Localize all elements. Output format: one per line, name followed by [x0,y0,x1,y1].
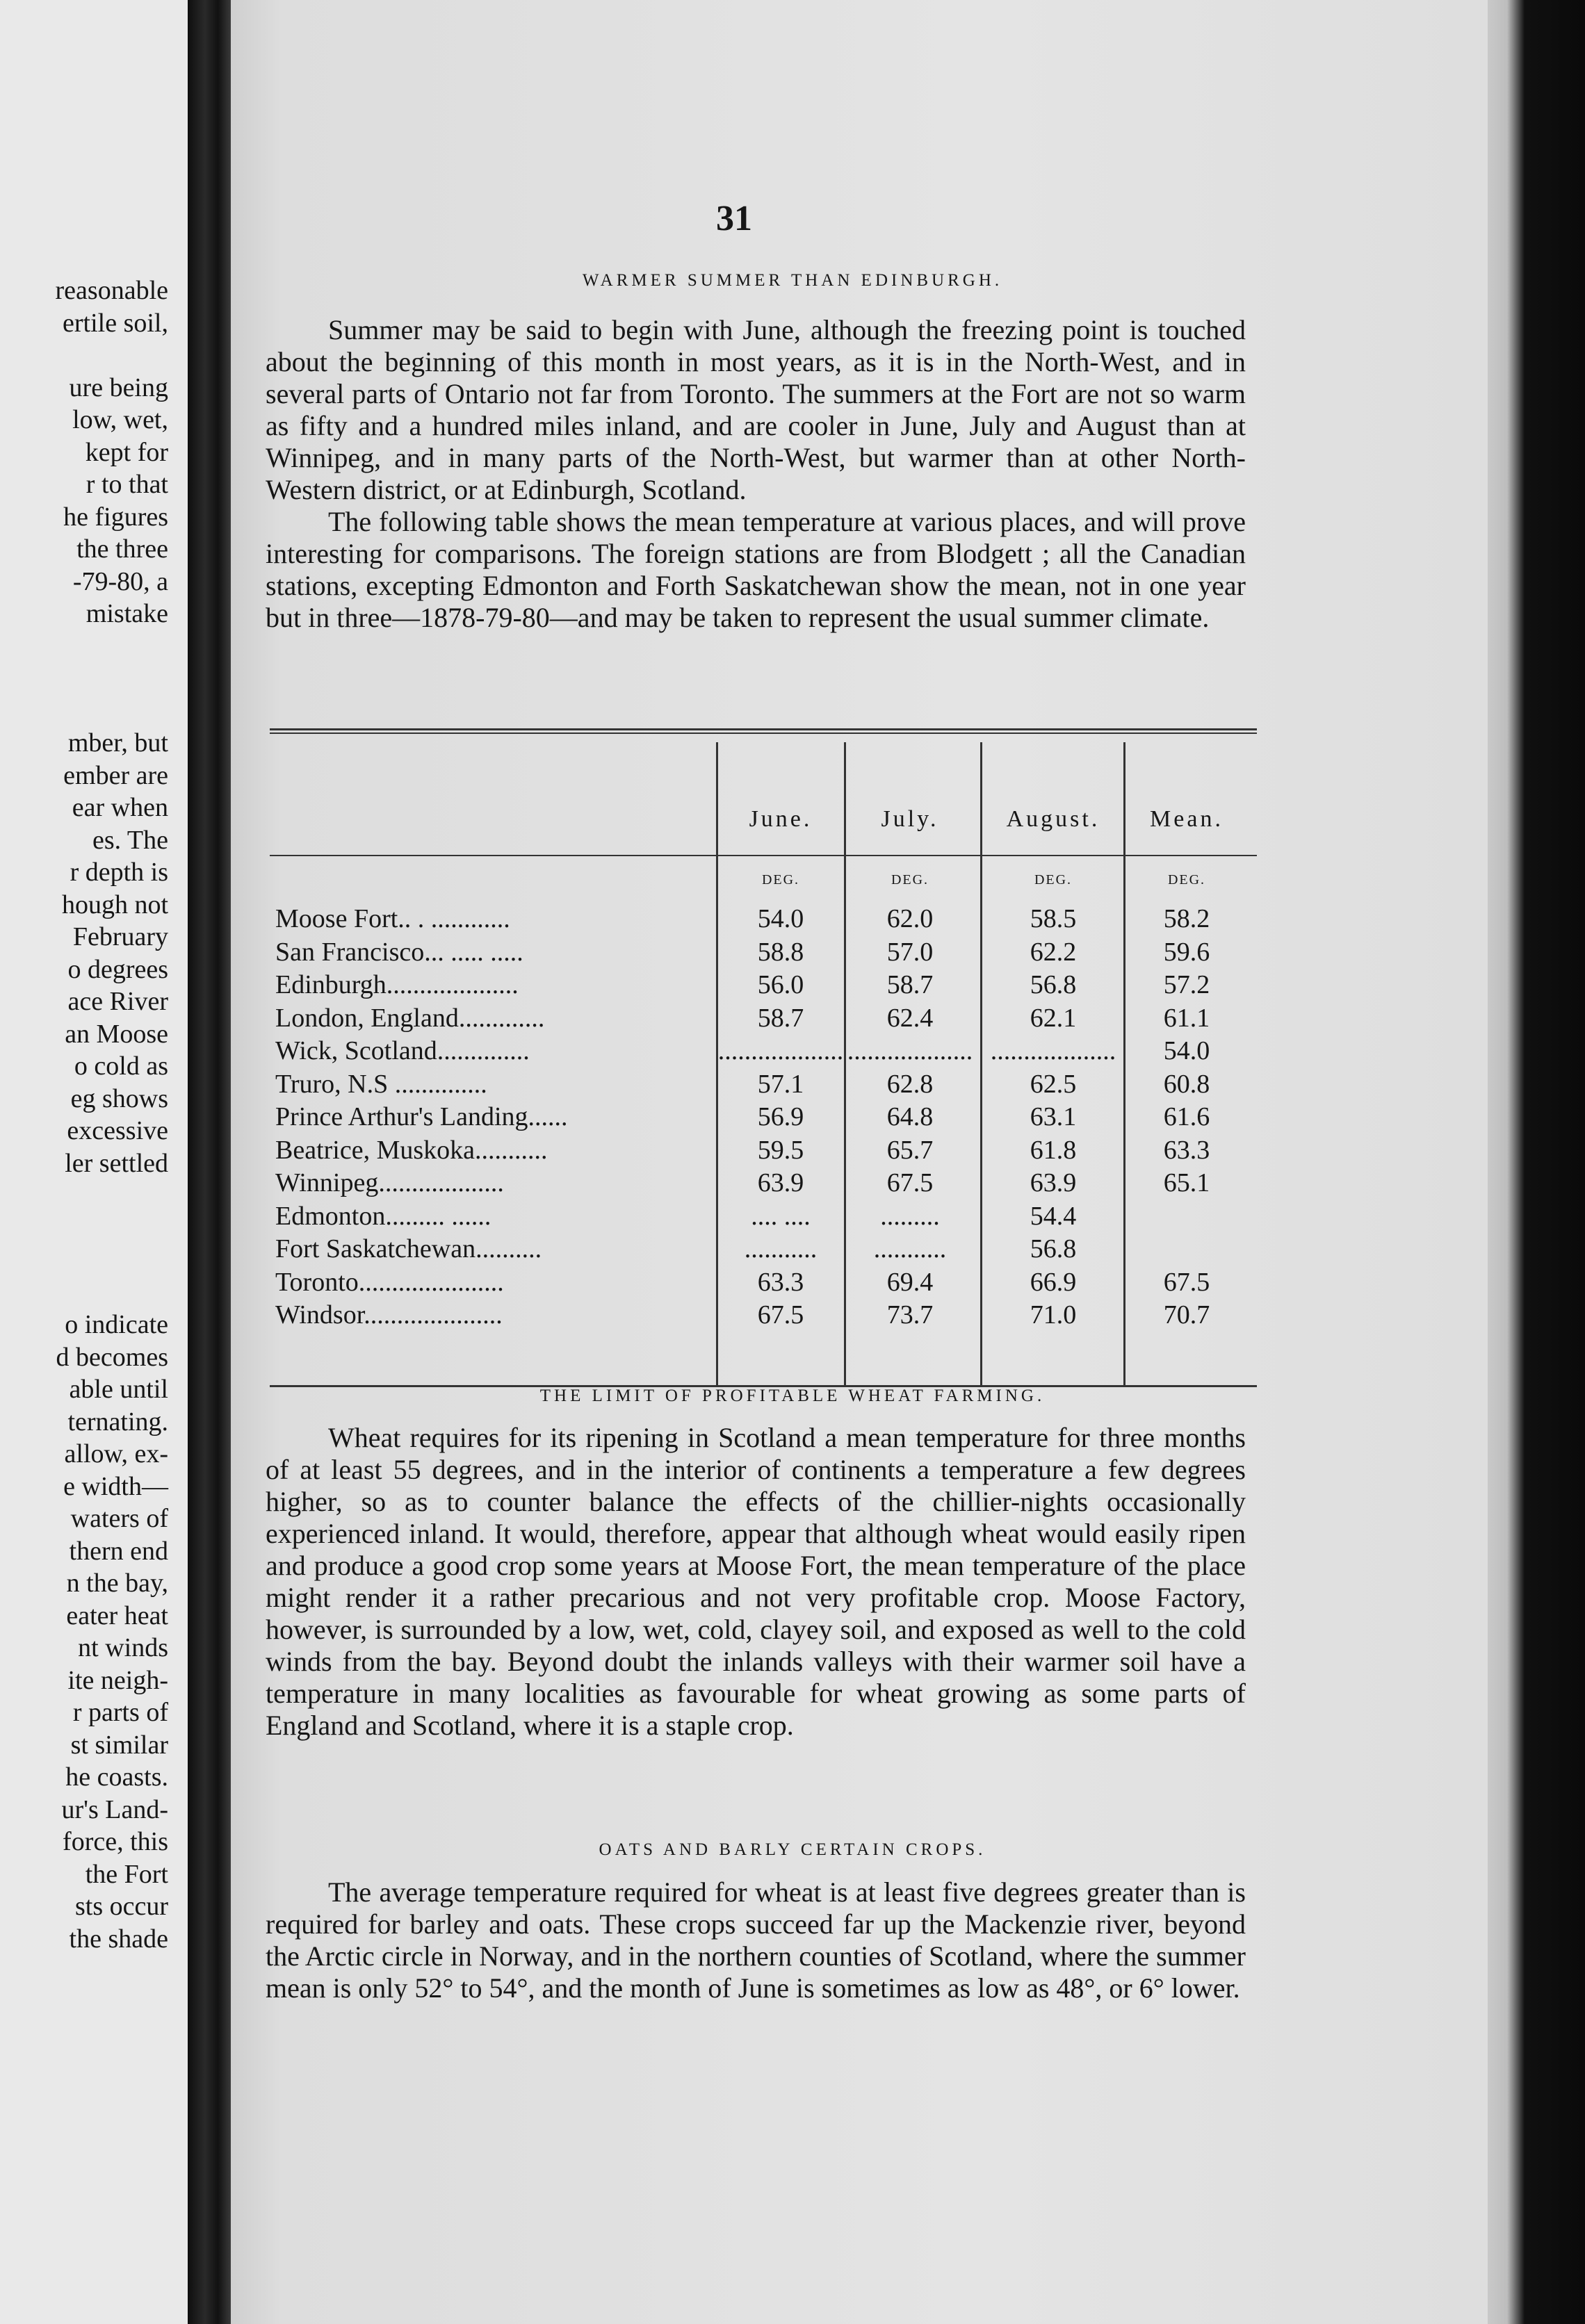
temp-july: 65.7 [886,1135,934,1165]
place-name: Truro, N.S .............. [275,1069,487,1099]
temp-august: 71.0 [1030,1300,1077,1329]
unit-label: DEG. [761,872,800,887]
paragraph-oats [266,1876,1246,2004]
section-heading-warmer-summer: WARMER SUMMER THAN EDINBURGH. [582,271,1003,290]
fragment-line: e width— [63,1471,168,1501]
temp-mean: 63.3 [1163,1135,1210,1165]
table-row [270,1201,1257,1233]
fragment-line: thern end [69,1536,168,1566]
paragraph-text: Wheat requires for its ripening in Scotland a mean temperature for three months of at least 55 degrees, and in the interior of continents a temperature a few degrees higher, so as to counter balance the effects of the chillier-nights occasionally experienced inland. It would, therefore, appear that although wheat would easily ripen and produce a good crop some years at Moose Fort, the mean temperature of the place might render it a rather precarious and not very profitable crop. Moose Factory, however, is surrounded by a low, wet, cold, clayey soil, and exposed as well to the cold winds from the bay. Beyond doubt the inlands valleys with their warmer soil have a temperature in many localities as favourable for wheat growing as some parts of England and Scotland, where it is a staple crop. [266,1422,1246,1741]
column-header-july: July. [881,806,939,832]
column-header-august: August. [1006,806,1100,832]
fragment-line: ternating. [67,1407,168,1437]
column-header-june: June. [749,806,813,832]
temp-mean: 54.0 [1163,1036,1210,1065]
temp-june: 63.3 [757,1267,804,1297]
table-row [270,1036,1257,1067]
table-row [270,1267,1257,1299]
fragment-line: the three [76,534,168,564]
temp-august: 54.4 [1030,1201,1077,1231]
temp-mean: 70.7 [1163,1300,1210,1329]
paragraph-text: The following table shows the mean temperature at various places, and will prove interesting for comparisons. The foreign stations are from Blodgett ; all the Canadian stations, excepting Edmonton and Forth Saskatchewan show the mean, not in one year but in three—1878-79-80—and may be taken to represent the usual summer climate. [266,506,1246,633]
temp-july: ......... [880,1201,940,1231]
place-name: San Francisco... ..... ..... [275,937,523,967]
fragment-line: ler settled [65,1148,168,1178]
fragment-line: he figures [63,502,168,532]
temp-july: 73.7 [886,1300,934,1329]
temp-mean: 60.8 [1163,1069,1210,1099]
paragraph-summer-intro [266,314,1246,634]
facing-page-text [0,275,168,1955]
fragment-line: ace River [67,987,168,1016]
temp-june: 58.7 [757,1003,804,1033]
unit-label: DEG. [1034,872,1073,887]
temp-june: 56.9 [757,1102,804,1131]
temp-june: .... .... [751,1201,811,1231]
place-name: Winnipeg................... [275,1168,504,1197]
temp-june: 63.9 [757,1168,804,1197]
fragment-line: eg shows [70,1083,168,1113]
place-name: Beatrice, Muskoka........... [275,1135,548,1165]
table-rule [270,855,1257,856]
fragment-line: o indicate [65,1310,168,1339]
temp-mean: 61.6 [1163,1102,1210,1131]
temp-june: 54.0 [757,904,804,933]
fragment-line: es. The [92,825,168,855]
table-row [270,1069,1257,1101]
fragment-line: ite neigh- [67,1665,168,1695]
fragment-line [0,1277,168,1309]
temp-july: 62.8 [886,1069,934,1099]
fragment-line: eater heat [66,1601,168,1630]
fragment-line: ur's Land- [61,1794,168,1824]
fragment-line [0,630,168,663]
temp-mean: 67.5 [1163,1267,1210,1297]
table-row [270,937,1257,969]
place-name: Fort Saskatchewan.......... [275,1234,542,1263]
temp-august: ................... [990,1036,1116,1065]
temp-july: 64.8 [886,1102,934,1131]
table-row [270,903,1257,935]
fragment-line: waters of [70,1504,168,1533]
table-row [270,1102,1257,1134]
fragment-line: -79-80, a [72,566,168,596]
fragment-line: nt winds [78,1633,168,1662]
fragment-line: kept for [85,437,168,467]
paragraph-wheat [266,1422,1246,1742]
fragment-line: February [72,922,168,951]
place-name: Edinburgh.................... [275,970,519,999]
temp-july: 67.5 [886,1168,934,1197]
temp-july: 69.4 [886,1267,934,1297]
fragment-line: mber, but [67,728,168,758]
fragment-line: st similar [70,1730,168,1760]
temp-june: 67.5 [757,1300,804,1329]
section-heading-oats-barley: OATS AND BARLY CERTAIN CROPS. [599,1840,986,1859]
place-name: Windsor..................... [275,1300,503,1329]
temp-august: 56.8 [1030,970,1077,999]
page-number: 31 [716,199,752,238]
book-gutter [188,0,231,2324]
fragment-line [0,1212,168,1245]
fragment-line: r depth is [70,858,168,887]
temp-august: 62.1 [1030,1003,1077,1033]
temp-august: 56.8 [1030,1234,1077,1263]
temp-mean: 59.6 [1163,937,1210,967]
temp-june: 57.1 [757,1069,804,1099]
fragment-line: ertile soil, [63,308,168,338]
fragment-line: ear when [72,793,168,822]
temp-august: 63.1 [1030,1102,1077,1131]
temp-mean: 57.2 [1163,970,1210,999]
fragment-line: allow, ex- [64,1439,168,1468]
facing-page-fragment [0,0,188,2324]
fragment-line: excessive [67,1116,168,1145]
temp-july: 62.4 [886,1003,934,1033]
fragment-line [0,339,168,372]
fragment-line: o cold as [74,1051,168,1081]
temp-june: ................... [717,1036,844,1065]
unit-label: DEG. [1167,872,1206,887]
table-row [270,969,1257,1001]
fragment-line: ember are [63,760,168,790]
fragment-line [0,1179,168,1212]
fragment-line: he coasts. [65,1762,168,1792]
place-name: Moose Fort.. . ............ [275,904,510,933]
temp-june: 56.0 [757,970,804,999]
table-row [270,1168,1257,1200]
temp-mean: 61.1 [1163,1003,1210,1033]
place-name: Wick, Scotland.............. [275,1036,530,1065]
place-name: Toronto...................... [275,1267,504,1297]
table-rule [270,728,1257,730]
fragment-line: the shade [69,1924,168,1954]
place-name: London, England............. [275,1003,545,1033]
fragment-line [0,1244,168,1277]
fragment-line: d becomes [56,1342,168,1372]
fragment-line: mistake [86,599,168,628]
fragment-line: reasonable [55,276,168,305]
place-name: Edmonton......... ...... [275,1201,491,1231]
temp-august: 66.9 [1030,1267,1077,1297]
fragment-line [0,695,168,728]
temp-july: ........... [873,1234,947,1263]
section-heading-wheat-farming: THE LIMIT OF PROFITABLE WHEAT FARMING. [539,1386,1046,1405]
fragment-line: an Moose [65,1019,168,1049]
fragment-line: able until [69,1375,168,1404]
fragment-line: n the bay, [66,1569,168,1598]
fragment-line [0,662,168,695]
fragment-line: low, wet, [72,405,168,434]
temp-august: 62.5 [1030,1069,1077,1099]
temp-mean: 58.2 [1163,904,1210,933]
fragment-line: r to that [86,470,168,499]
temp-june: 58.8 [757,937,804,967]
temp-august: 62.2 [1030,937,1077,967]
table-rule [270,733,1257,734]
unit-label: DEG. [891,872,929,887]
fragment-line: the Fort [85,1859,168,1889]
table-row [270,1234,1257,1266]
paragraph-text: The average temperature required for wheat is at least five degrees greater than is required for barley and oats. These crops succeed far up the Mackenzie river, beyond the Arctic circle in Norway, and in the northern counties of Scotland, where the summer mean is only 52° to 54°, and the month of June is sometimes as low as 48°, or 6° lower. [266,1876,1246,2004]
column-header-mean: Mean. [1150,806,1224,832]
temp-july: 57.0 [886,937,934,967]
temp-august: 61.8 [1030,1135,1077,1165]
table-row [270,1003,1257,1035]
fragment-line: r parts of [72,1698,168,1727]
fragment-line: sts occur [74,1892,168,1921]
paragraph-text: Summer may be said to begin with June, although the freezing point is touched about the beginning of this month in most years, as it is in the North-West, and in several parts of Ontario not far from Toronto. The summers at the Fort are not so warm as fifty and a hundred miles inland, and are cooler in June, July and August than at Winnipeg, and in many parts of the North-West, but warmer than at other North-Western district, or at Edinburgh, Scotland. [266,314,1246,505]
table-row [270,1300,1257,1332]
fragment-line: ure being [69,373,168,402]
temp-mean: 65.1 [1163,1168,1210,1197]
temp-june: 59.5 [757,1135,804,1165]
temp-august: 63.9 [1030,1168,1077,1197]
place-name: Prince Arthur's Landing...... [275,1102,568,1131]
temp-august: 58.5 [1030,904,1077,933]
temp-july: 58.7 [886,970,934,999]
fragment-line: hough not [61,890,168,919]
fragment-line: o degrees [67,954,168,984]
table-row [270,1135,1257,1167]
temp-june: ........... [744,1234,818,1263]
temp-july: 62.0 [886,904,934,933]
fragment-line: force, this [63,1827,168,1856]
temp-july: ................... [847,1036,973,1065]
page-edge [1488,0,1585,2324]
